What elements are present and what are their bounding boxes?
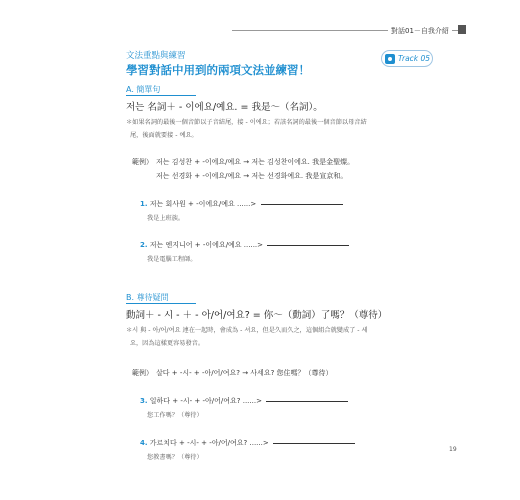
- part-b-formula: 動詞＋ - 시 - ＋ - 아/어/여요? = 你～（動詞）了嗎？（尊待）: [126, 310, 388, 321]
- exercise-3-prompt: 일하다 + -시- + -아/어/여요? ......>: [149, 397, 262, 405]
- part-b-rule: [126, 303, 196, 304]
- exercise-3-number: 3.: [140, 397, 148, 405]
- part-a-example-2: 저는 선경화 + -이에요/예요 → 저는 선경화예요. 我是宣京和。: [156, 172, 348, 180]
- header-marker: [458, 25, 466, 34]
- chapter-header: 對話01－自我介紹: [388, 26, 452, 36]
- track-label: Track 05: [398, 54, 431, 63]
- exercise-1: [140, 199, 343, 209]
- part-a-note-line1: ＊如果名詞的最後一個音節以子音結尾，接 - 이에요；若該名詞的最後一個音節以母音結: [126, 119, 367, 126]
- exercise-3-translation: 您工作嗎？（尊待）: [147, 412, 203, 419]
- exercise-2-prompt: 저는 엔지니어 + -이에요/예요 ......>: [149, 241, 264, 249]
- part-b-note: [126, 324, 416, 350]
- audio-track-button[interactable]: [381, 50, 433, 67]
- exercise-4-answer-blank[interactable]: [273, 443, 355, 444]
- part-a-note-line2: 尾，後面就要接 - 예요。: [130, 132, 198, 139]
- exercise-1-answer-blank[interactable]: [261, 204, 343, 205]
- exercise-4-translation: 您教書嗎？（尊待）: [147, 454, 203, 461]
- part-a-example-label: 範例）: [132, 158, 153, 166]
- section-label: 文法重點與練習: [126, 51, 186, 61]
- exercise-4-prompt: 가르치다 + -시- + -아/어/여요? ......>: [149, 439, 269, 447]
- page-number: 19: [449, 446, 457, 453]
- part-b-example-label: 範例）: [132, 369, 153, 377]
- exercise-3: [140, 396, 348, 406]
- part-b-note-line1: ＊시 與 - 아/어/여요 連在一起時，會成為 - 셔요，但是久而久之，這個組合就變成了 - 세: [126, 327, 368, 334]
- part-b-heading: B. 尊待疑問: [126, 293, 169, 302]
- part-a-rule: [126, 95, 196, 96]
- exercise-2-translation: 我是電腦工程師。: [147, 256, 197, 263]
- exercise-4: [140, 438, 355, 448]
- part-a-example-1: 저는 김성찬 + -이에요/예요 → 저는 김성찬이에요. 我是金聖燦。: [156, 158, 355, 166]
- part-b-example: 살다 + -시- + -아/어/여요? → 사세요? 您住嗎？（尊待）: [156, 369, 333, 377]
- part-a-heading: A. 簡單句: [126, 85, 161, 94]
- part-a-note: [126, 116, 416, 142]
- part-a-formula: 저는 名詞＋ - 이에요/예요. = 我是～（名詞）。: [126, 102, 323, 113]
- exercise-2-number: 2.: [140, 241, 148, 249]
- exercise-2: [140, 240, 349, 250]
- exercise-1-prompt: 저는 회사원 + -이에요/예요 ......>: [149, 200, 257, 208]
- exercise-2-answer-blank[interactable]: [267, 245, 349, 246]
- exercise-3-answer-blank[interactable]: [266, 401, 348, 402]
- part-b-note-line2: 요，因為這樣更容易發音。: [130, 340, 205, 347]
- exercise-1-number: 1.: [140, 200, 148, 208]
- exercise-1-translation: 我是上班族。: [147, 215, 185, 222]
- exercise-4-number: 4.: [140, 439, 148, 447]
- speaker-icon: [385, 54, 395, 64]
- section-title: 學習對話中用到的兩項文法並練習！: [126, 63, 310, 77]
